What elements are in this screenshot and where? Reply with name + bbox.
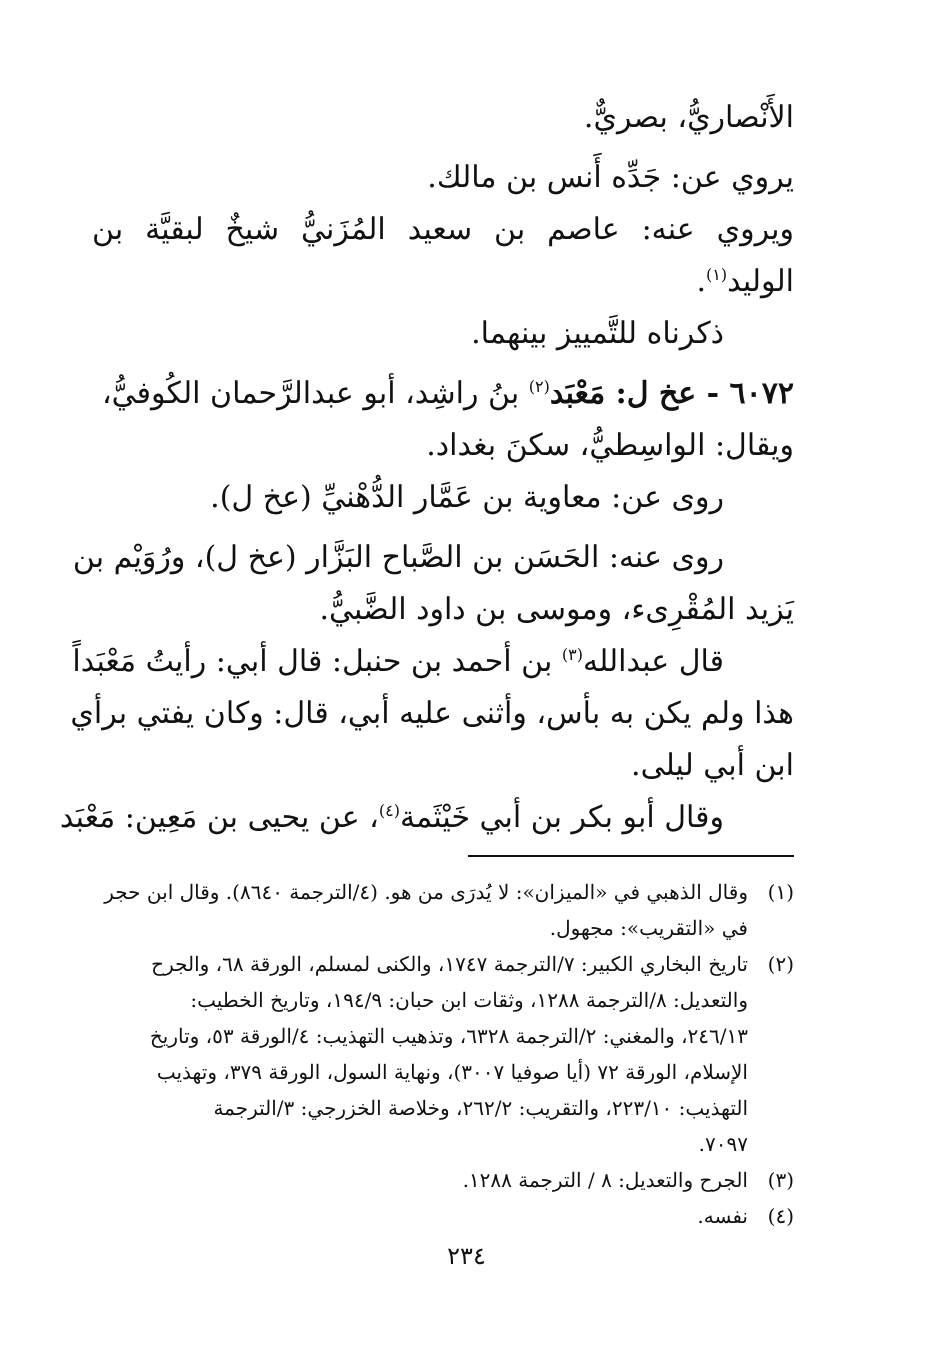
footnote-marker[interactable]: (٣) — [561, 645, 583, 664]
body-line-text: . — [696, 264, 706, 299]
footnotes — [92, 874, 794, 1234]
footnote-line: الجرح والتعديل: ٨ / الترجمة ١٢٨٨. — [462, 1168, 748, 1192]
footnote-line: والتعديل: ٨/الترجمة ١٢٨٨، وثقات ابن حبان: ١٩٤/٩، وتاريخ الخطيب: — [190, 988, 748, 1012]
main-text — [59, 92, 794, 844]
footnote-number: (٤) — [767, 1204, 794, 1228]
footnote-marker[interactable]: (٤) — [378, 801, 400, 820]
body-line: الأَنْصاريُّ، بصريٌّ. — [583, 100, 794, 135]
body-line-text: ، عن يحيى بن مَعِين: مَعْبَد — [59, 800, 379, 835]
footnote-1 — [92, 874, 794, 946]
entry-number: ٦٠٧٢ - عخ ل: مَعْبَد — [549, 376, 794, 411]
footnote-marker[interactable]: (١) — [705, 265, 728, 284]
body-line: ويقال: الواسِطيُّ، سكنَ بغداد. — [426, 428, 794, 463]
body-line — [72, 636, 794, 688]
body-line: روى عنه: الحَسَن بن الصَّباح البَزَّار (عخ ل)، ورُوَيْم بن — [72, 540, 724, 575]
footnote-4 — [92, 1198, 794, 1234]
footnote-line: وقال الذهبي في «الميزان»: لا يُدرَى من هو. (٤/الترجمة ٨٦٤٠). وقال ابن حجر — [104, 880, 748, 904]
body-line-text: بنُ راشِد، أبو عبدالرَّحمان الكُوفيُّ، — [101, 376, 529, 411]
body-line: يروي عن: جَدِّه أَنس بن مالك. — [427, 160, 794, 195]
footnote-line: التهذيب: ٢٢٣/١٠، والتقريب: ٢٦٢/٢، وخلاصة الخزرجي: ٣/الترجمة — [213, 1096, 748, 1120]
body-line-text: بن أحمد بن حنبل: قال أبي: رأيتُ مَعْبَداً — [72, 644, 562, 679]
footnote-marker[interactable]: (٢) — [528, 377, 550, 396]
body-line: ويروي عنه: عاصم بن سعيد المُزَنيُّ شيخٌ لبقيَّة بن — [92, 212, 794, 247]
footnote-line: نفسه. — [697, 1204, 748, 1228]
body-line-text: وقال أبو بكر بن أبي خَيْثَمة — [399, 800, 724, 835]
footnote-line: تاريخ البخاري الكبير: ٧/الترجمة ١٧٤٧، والكنى لمسلم، الورقة ٦٨، والجرح — [151, 952, 748, 976]
footnote-number: (٢) — [767, 952, 794, 976]
footnote-line: ٢٤٦/١٣، والمغني: ٢/الترجمة ٦٣٢٨، وتذهيب التهذيب: ٤/الورقة ٥٣، وتاريخ — [149, 1024, 748, 1048]
page-number: ٢٣٤ — [447, 1242, 486, 1270]
body-line — [59, 792, 794, 844]
footnote-line: ٧٠٩٧. — [698, 1132, 748, 1156]
footnote-divider — [468, 855, 794, 857]
body-line: ذكرناه للتَّمييز بينهما. — [471, 316, 724, 351]
body-line: هذا ولم يكن به بأس، وأثنى عليه أبي، قال: وكان يفتي برأي — [70, 696, 794, 731]
body-line: ابن أبي ليلى. — [631, 748, 794, 783]
body-line — [92, 256, 794, 308]
footnote-3 — [92, 1162, 794, 1198]
footnote-number: (٣) — [767, 1168, 794, 1192]
body-line-text: قال عبدالله — [582, 644, 724, 679]
footnote-number: (١) — [767, 880, 794, 904]
footnote-line: في «التقريب»: مجهول. — [549, 916, 748, 940]
body-line: يَزيد المُقْرِىء، وموسى بن داود الضَّبيُّ. — [319, 592, 794, 627]
body-line-text: الوليد — [727, 264, 794, 299]
entry-heading — [92, 368, 794, 420]
footnote-line: الإسلام، الورقة ٧٢ (أيا صوفيا ٣٠٠٧)، ونهاية السول، الورقة ٣٧٩، وتهذيب — [156, 1060, 748, 1084]
footnote-2 — [92, 946, 794, 1162]
body-line: روى عن: معاوية بن عَمَّار الدُّهْنيِّ (عخ ل). — [210, 480, 724, 515]
